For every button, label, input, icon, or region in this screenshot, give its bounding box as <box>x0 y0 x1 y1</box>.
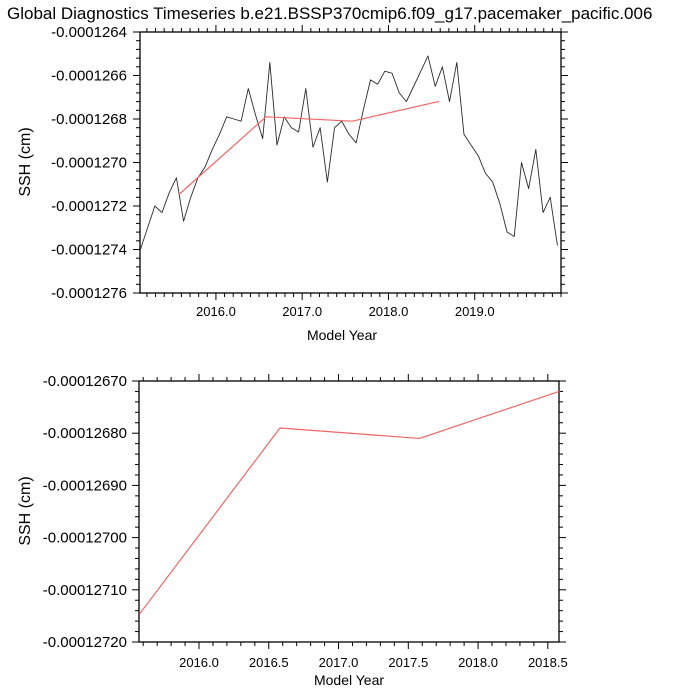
y-tick-label: -0.00012670 <box>42 373 127 390</box>
x-ticks <box>143 374 568 670</box>
y-tick-label: -0.0001276 <box>51 285 127 302</box>
y-ticks <box>43 373 566 651</box>
ssh-annual-timeseries <box>43 373 568 670</box>
chart-title: Global Diagnostics Timeseries b.e21.BSSP370cmip6.f09_g17.pacemaker_pacific.006 <box>7 4 653 23</box>
y-tick-label: -0.00012680 <box>42 425 127 443</box>
monthly-ssh-line <box>140 56 557 250</box>
y-tick-label: -0.00012720 <box>42 634 127 651</box>
y-tick-label: -0.0001264 <box>51 24 127 41</box>
y-ticks <box>51 24 568 302</box>
x-tick-label: 2018.5 <box>527 655 568 670</box>
plot-frame <box>140 32 561 293</box>
y-tick-label: -0.0001268 <box>51 111 127 128</box>
x-tick-label: 2018.0 <box>458 655 498 670</box>
y-tick-label: -0.00012710 <box>42 581 127 599</box>
x-tick-label: 2017.0 <box>318 655 359 670</box>
y-tick-label: -0.0001270 <box>51 154 127 172</box>
y-tick-label: -0.00012700 <box>42 529 127 547</box>
x-tick-label: 2016.5 <box>248 655 289 670</box>
x-tick-label: 2017.0 <box>282 304 323 319</box>
x-tick-label: 2019.0 <box>454 304 495 319</box>
x-tick-label: 2016.0 <box>196 304 236 319</box>
bottom-chart-yaxis-title: SSH (cm) <box>17 476 34 546</box>
y-tick-label: -0.0001272 <box>51 198 127 215</box>
annual-mean-ssh-line <box>140 391 559 613</box>
y-tick-label: -0.0001274 <box>51 241 127 259</box>
x-tick-label: 2018.0 <box>368 304 409 319</box>
top-chart-xaxis-title: Model Year <box>306 327 378 343</box>
top-chart-yaxis-title: SSH (cm) <box>17 127 34 197</box>
ssh-monthly-timeseries <box>51 24 568 319</box>
x-ticks <box>147 25 561 319</box>
x-tick-label: 2017.5 <box>388 655 429 670</box>
bottom-chart-xaxis-title: Model Year <box>313 672 385 688</box>
plot-frame <box>139 381 559 642</box>
x-tick-label: 2016.0 <box>179 655 219 670</box>
y-tick-label: -0.00012690 <box>42 477 127 495</box>
y-tick-label: -0.0001266 <box>51 67 127 85</box>
